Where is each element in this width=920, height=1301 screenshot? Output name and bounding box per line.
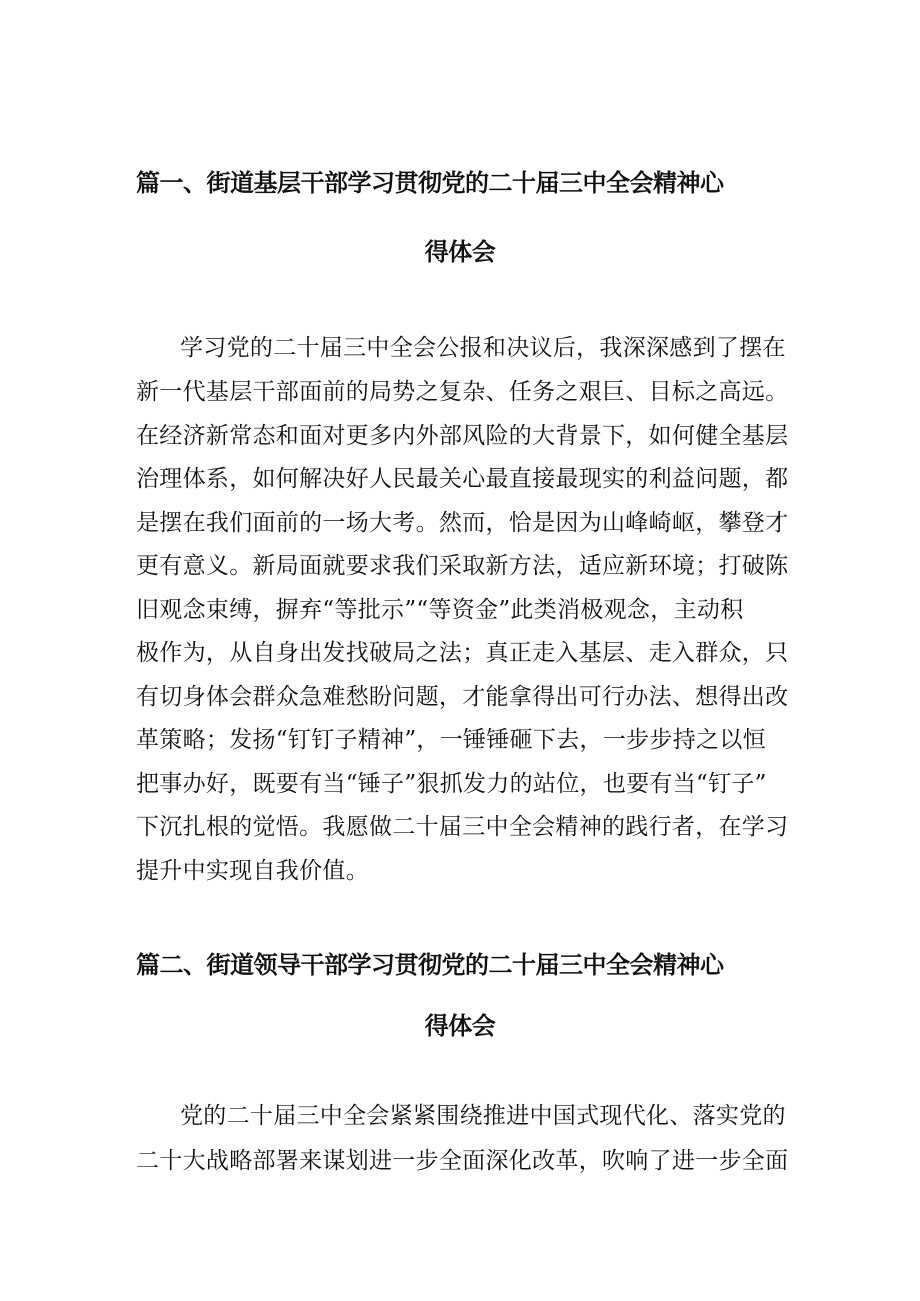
paragraph-line: 旧观念束缚，摒弃“等批示”“等资金”此类消极观念，主动积 xyxy=(136,597,744,623)
section-2-title-line2: 得体会 xyxy=(424,1012,496,1040)
paragraph-line: 在经济新常态和面对更多内外部风险的大背景下，如何健全基层 xyxy=(136,423,789,449)
paragraph-line: 把事办好，既要有当“锤子”狠抓发力的站位，也要有当“钉子” xyxy=(136,771,767,797)
paragraph-line: 更有意义。新局面就要求我们采取新方法，适应新环境；打破陈 xyxy=(136,553,789,579)
paragraph-line: 党的二十届三中全会紧紧围绕推进中国式现代化、落实党的 xyxy=(180,1103,786,1129)
paragraph-line: 极作为，从自身出发找破局之法；真正走入基层、走入群众，只 xyxy=(136,640,789,666)
paragraph-line: 下沉扎根的觉悟。我愿做二十届三中全会精神的践行者，在学习 xyxy=(136,814,789,840)
section-1-title-line1: 篇一、街道基层干部学习贯彻党的二十届三中全会精神心 xyxy=(136,169,724,197)
paragraph-line: 革策略；发扬“钉钉子精神”，一锤锤砸下去，一步步持之以恒 xyxy=(136,727,766,753)
paragraph-line: 新一代基层干部面前的局势之复杂、任务之艰巨、目标之高远。 xyxy=(136,379,789,405)
paragraph-line: 有切身体会群众急难愁盼问题，才能拿得出可行办法、想得出改 xyxy=(136,684,789,710)
paragraph-line: 提升中实现自我价值。 xyxy=(136,858,369,884)
section-2-title-line1: 篇二、街道领导干部学习贯彻党的二十届三中全会精神心 xyxy=(136,951,724,979)
paragraph-line: 二十大战略部署来谋划进一步全面深化改革，吹响了进一步全面 xyxy=(136,1148,789,1174)
paragraph-line: 治理体系，如何解决好人民最关心最直接最现实的利益问题，都 xyxy=(136,466,789,492)
section-1-title-line2: 得体会 xyxy=(424,238,496,266)
paragraph-line: 学习党的二十届三中全会公报和决议后，我深深感到了摆在 xyxy=(180,335,786,361)
paragraph-line: 是摆在我们面前的一场大考。然而，恰是因为山峰崎岖，攀登才 xyxy=(136,510,789,536)
